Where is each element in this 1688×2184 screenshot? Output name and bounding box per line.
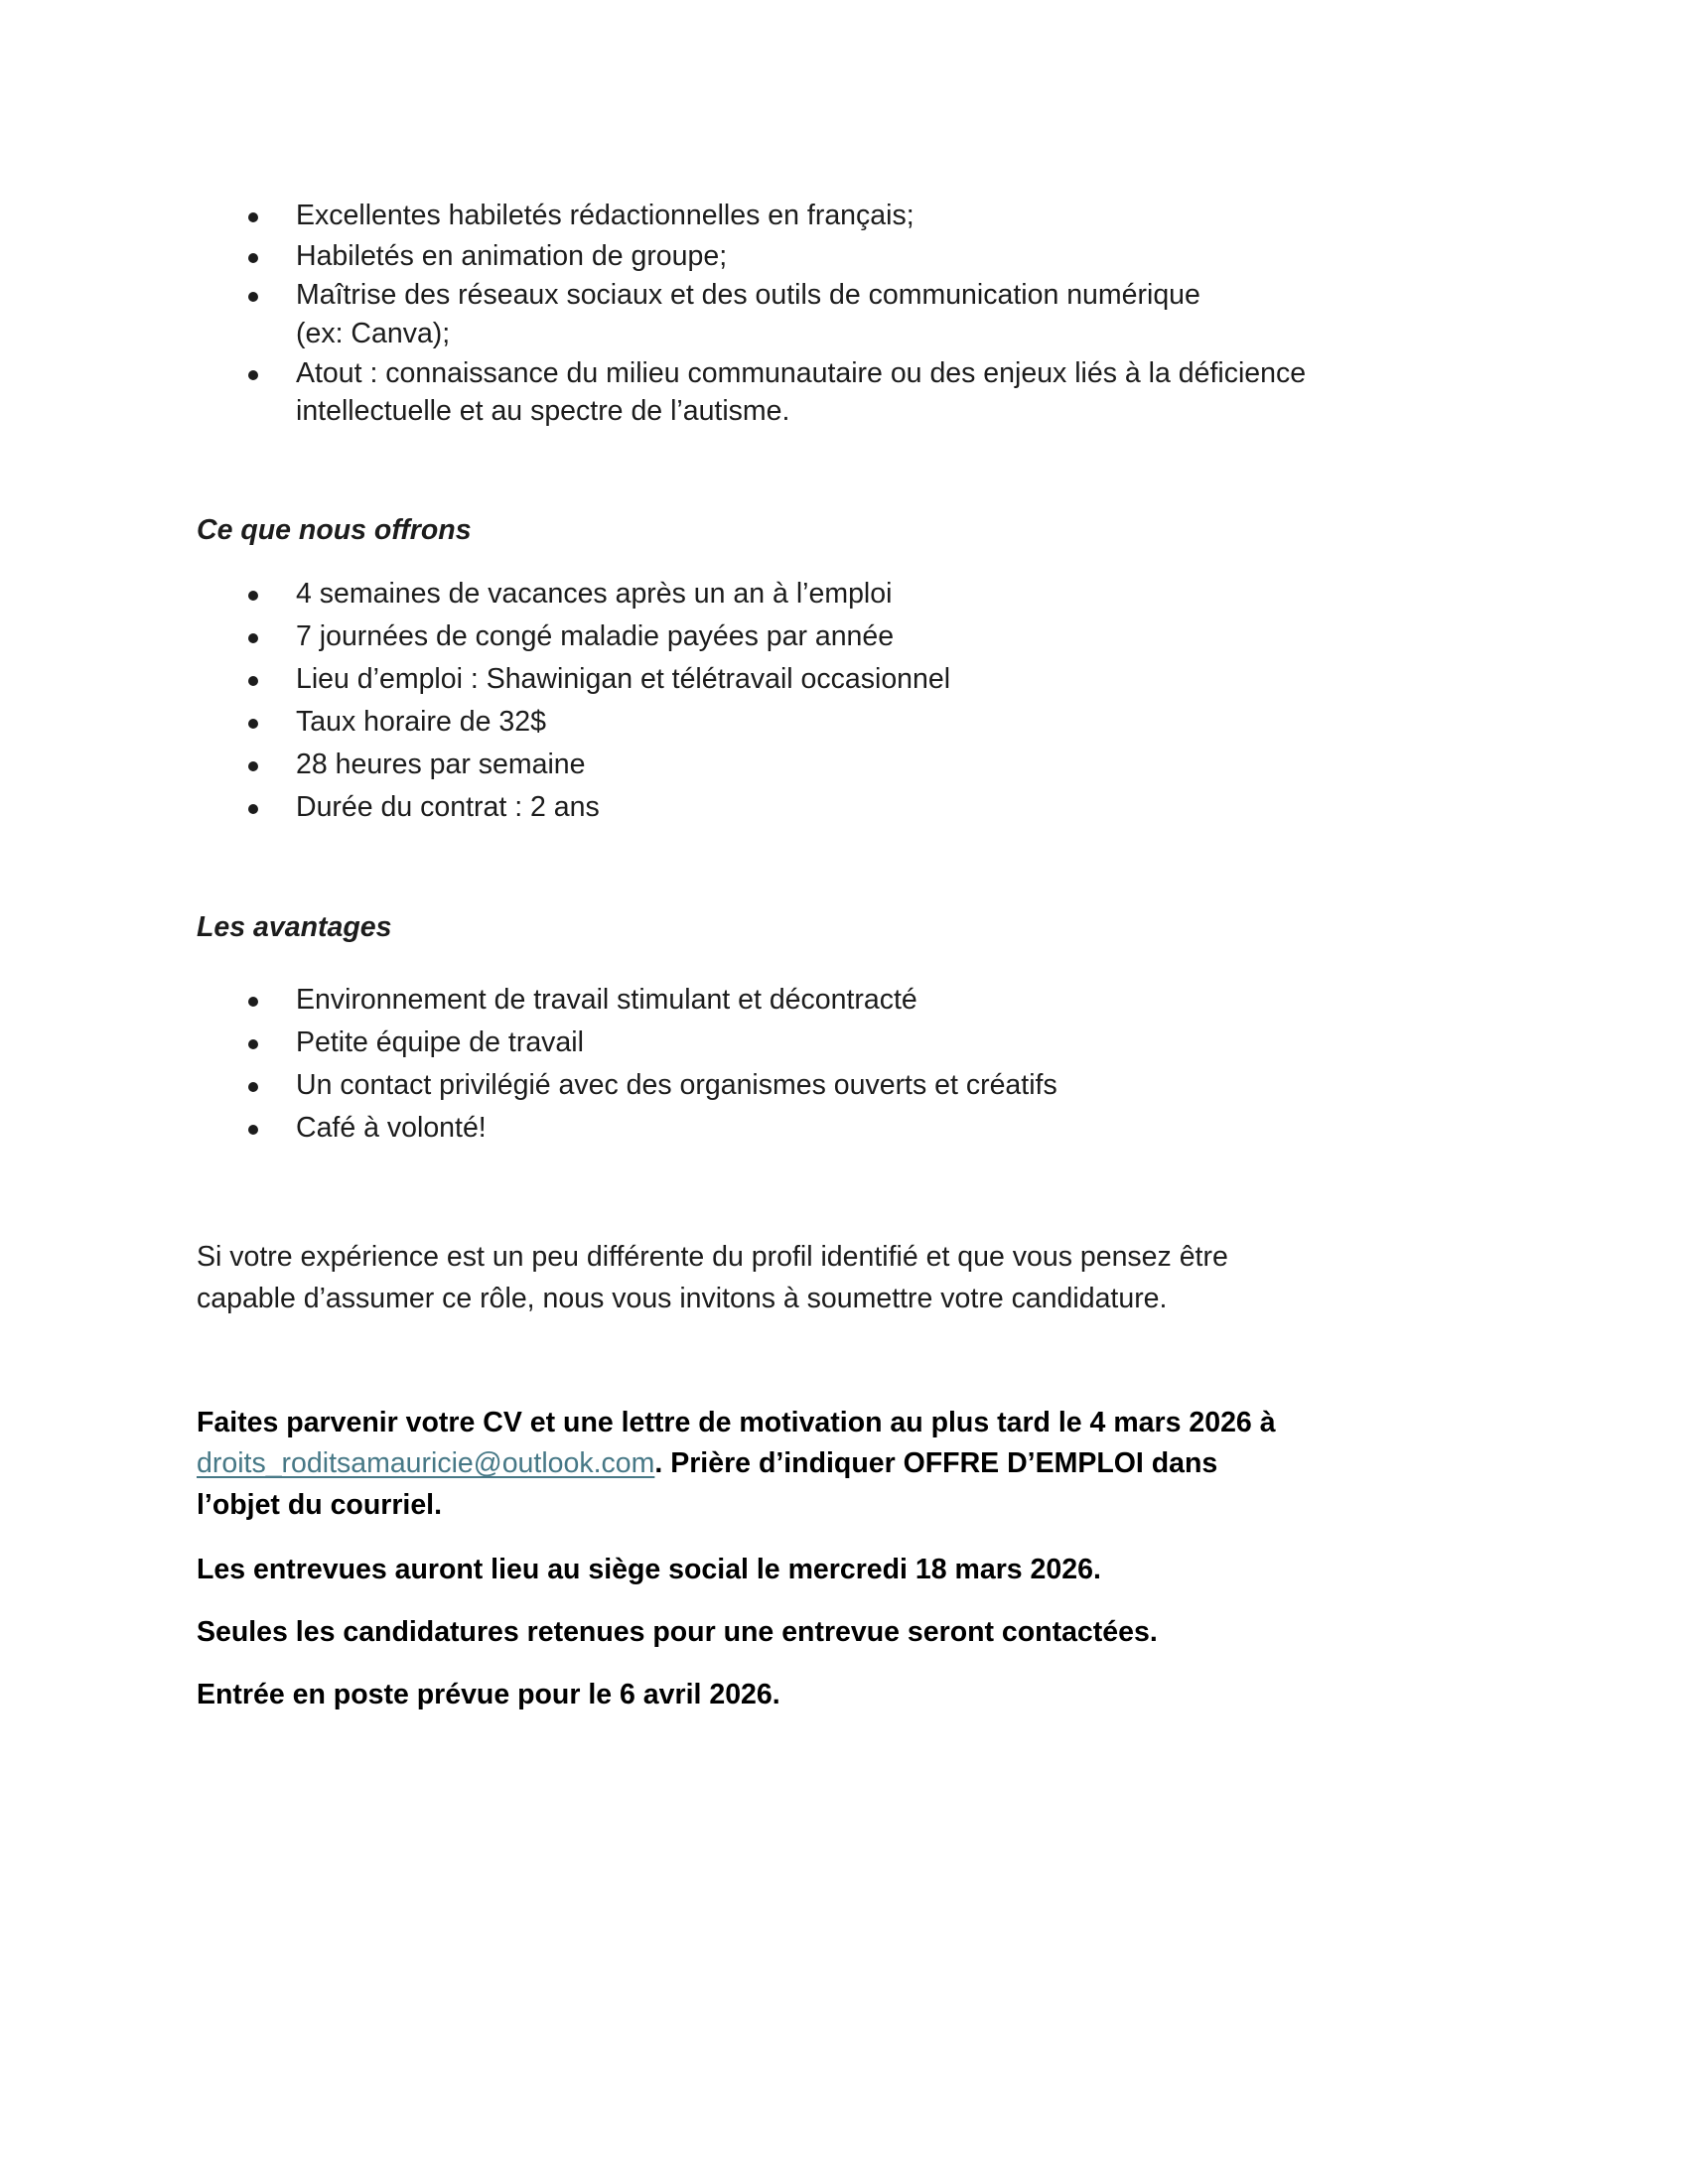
interview-date-text: Les entrevues auront lieu au siège social le mercredi 18 mars 2026.	[197, 1554, 1101, 1585]
list-item: Taux horaire de 32$	[296, 706, 546, 738]
paragraph-line: Si votre expérience est un peu différente du profil identifié et que vous pensez être	[197, 1241, 1228, 1273]
list-item: Maîtrise des réseaux sociaux et des outils de communication numérique	[296, 279, 1200, 311]
section-heading-offer: Ce que nous offrons	[197, 514, 472, 546]
bullet-icon	[248, 370, 258, 380]
bullet-icon	[248, 1125, 258, 1135]
list-item: Petite équipe de travail	[296, 1026, 584, 1058]
section-heading-perks: Les avantages	[197, 911, 392, 943]
bullet-icon	[248, 1039, 258, 1049]
list-item: 28 heures par semaine	[296, 749, 586, 780]
application-instruction-text: . Prière d’indiquer OFFRE D’EMPLOI dans	[654, 1447, 1218, 1479]
list-item-continuation: (ex: Canva);	[296, 318, 451, 349]
bullet-icon	[248, 1082, 258, 1092]
bullet-icon	[248, 997, 258, 1007]
bullet-icon	[248, 761, 258, 771]
list-item: Un contact privilégié avec des organismes ouverts et créatifs	[296, 1069, 1057, 1101]
bullet-icon	[248, 591, 258, 601]
list-item: Habiletés en animation de groupe;	[296, 240, 728, 272]
email-link[interactable]: droits_roditsamauricie@outlook.com	[197, 1447, 655, 1479]
bullet-icon	[248, 253, 258, 263]
list-item-continuation: intellectuelle et au spectre de l’autisme.	[296, 395, 790, 427]
paragraph-line: capable d’assumer ce rôle, nous vous invitons à soumettre votre candidature.	[197, 1283, 1168, 1314]
bullet-icon	[248, 676, 258, 686]
application-line: l’objet du courriel.	[197, 1489, 443, 1521]
list-item: Atout : connaissance du milieu communautaire ou des enjeux liés à la déficience	[296, 357, 1307, 389]
contact-note-text: Seules les candidatures retenues pour une entrevue seront contactées.	[197, 1616, 1158, 1648]
list-item: Environnement de travail stimulant et décontracté	[296, 984, 917, 1016]
list-item: Durée du contrat : 2 ans	[296, 791, 600, 823]
list-item: 7 journées de congé maladie payées par année	[296, 620, 895, 652]
bullet-icon	[248, 633, 258, 643]
bullet-icon	[248, 719, 258, 729]
list-item: Excellentes habiletés rédactionnelles en français;	[296, 200, 914, 231]
start-date-text: Entrée en poste prévue pour le 6 avril 2026.	[197, 1679, 780, 1710]
bullet-icon	[248, 212, 258, 222]
application-line-email	[197, 1443, 1217, 1483]
list-item: Café à volonté!	[296, 1112, 487, 1144]
application-line: Faites parvenir votre CV et une lettre de motivation au plus tard le 4 mars 2026 à	[197, 1407, 1276, 1438]
list-item: 4 semaines de vacances après un an à l’emploi	[296, 578, 893, 610]
bullet-icon	[248, 292, 258, 302]
list-item: Lieu d’emploi : Shawinigan et télétravail occasionnel	[296, 663, 951, 695]
bullet-icon	[248, 804, 258, 814]
